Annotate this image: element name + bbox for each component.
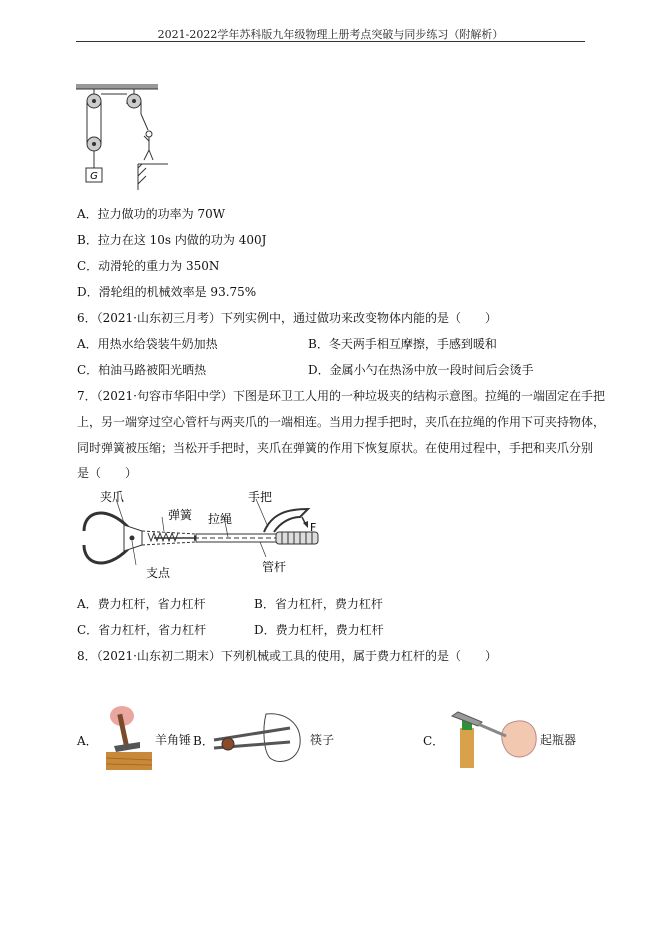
person-figure (144, 131, 153, 160)
hammer-image (106, 702, 152, 770)
ground-step (138, 164, 168, 190)
bottle (460, 728, 474, 768)
bottle-opener-image (448, 706, 540, 768)
header-rule (76, 41, 585, 42)
label-handle: 手把 (248, 490, 273, 504)
q7-stem-line-3: 同时弹簧被压缩；当松开手把时，夹爪在弹簧的作用下恢复原状。在使用过程中，手把和夹爪分别 (77, 441, 594, 455)
label-rope: 拉绳 (208, 512, 233, 526)
q7-option-a: A．费力杠杆，省力杠杆 (77, 597, 206, 611)
page-header: 2021-2022学年苏科版九年级物理上册考点突破与同步练习（附解析） (157, 28, 504, 41)
label-claw: 夹爪 (100, 490, 125, 504)
q7-option-c: C．省力杠杆，省力杠杆 (77, 623, 207, 637)
pulley-system-figure (76, 84, 176, 190)
claw-jaws (84, 513, 128, 563)
fixed-pulley-left (87, 89, 101, 108)
weight-block (86, 168, 102, 182)
q6-option-a: A．用热水给袋装牛奶加热 (77, 337, 218, 351)
q5-option-b: B．拉力在这 10s 内做的功为 400J (77, 233, 267, 247)
q6-option-b: B．冬天两手相互摩擦，手感到暖和 (308, 337, 497, 351)
q6-option-c: C．柏油马路被阳光晒热 (77, 363, 207, 377)
held-object (222, 738, 234, 750)
label-tube: 管杆 (262, 560, 287, 574)
q5-option-c: C．动滑轮的重力为 350N (77, 259, 220, 273)
hand-outline (264, 714, 300, 762)
q8-option-c-caption: 起瓶器 (540, 733, 577, 747)
tube (196, 534, 286, 542)
q8-option-b-caption: 筷子 (310, 733, 335, 747)
q8-option-b-letter: B． (193, 734, 214, 748)
movable-pulley (87, 137, 101, 168)
q7-stem-line-1: 7．（2021·句容市华阳中学）下图是环卫工人用的一种垃圾夹的结构示意图。拉绳的一端固定在手把 (77, 389, 605, 403)
ceiling (76, 84, 158, 89)
q7-stem-line-2: 上，另一端穿过空心管杆与两夹爪的一端相连。当用力捏手把时，夹爪在拉绳的作用下可夹持物体， (77, 415, 606, 429)
q6-stem: 6．（2021·山东初三月考）下列实例中，通过做功来改变物体内能的是（ ） (77, 311, 497, 325)
spring-coil (148, 533, 178, 541)
q7-stem-line-4: 是（ ） (77, 466, 138, 480)
hand (502, 721, 536, 757)
q8-stem: 8．（2021·山东初二期末）下列机械或工具的使用，属于费力杠杆的是（ ） (77, 649, 497, 663)
q8-option-c-letter: C． (423, 734, 445, 748)
label-fulcrum: 支点 (146, 566, 171, 580)
wood-board (106, 752, 152, 770)
q5-option-a: A．拉力做功的功率为 70W (77, 207, 226, 221)
handle-trigger (264, 509, 308, 532)
weight-label: G (90, 171, 98, 182)
trash-grabber-figure (76, 487, 332, 583)
fixed-pulley-right (127, 89, 141, 108)
label-force: F (310, 521, 317, 534)
q7-option-b: B．省力杠杆，费力杠杆 (254, 597, 383, 611)
q7-option-d: D．费力杠杆，费力杠杆 (254, 623, 384, 637)
q6-option-d: D．金属小勺在热汤中放一段时间后会烫手 (308, 363, 534, 377)
chopsticks-image (210, 710, 306, 768)
q8-option-a-caption: 羊角锤 (155, 733, 192, 747)
opener-handle (478, 724, 506, 736)
q8-option-a-letter: A． (77, 734, 98, 748)
q5-option-d: D．滑轮组的机械效率是 93.75% (77, 285, 257, 299)
label-spring: 弹簧 (168, 508, 193, 522)
